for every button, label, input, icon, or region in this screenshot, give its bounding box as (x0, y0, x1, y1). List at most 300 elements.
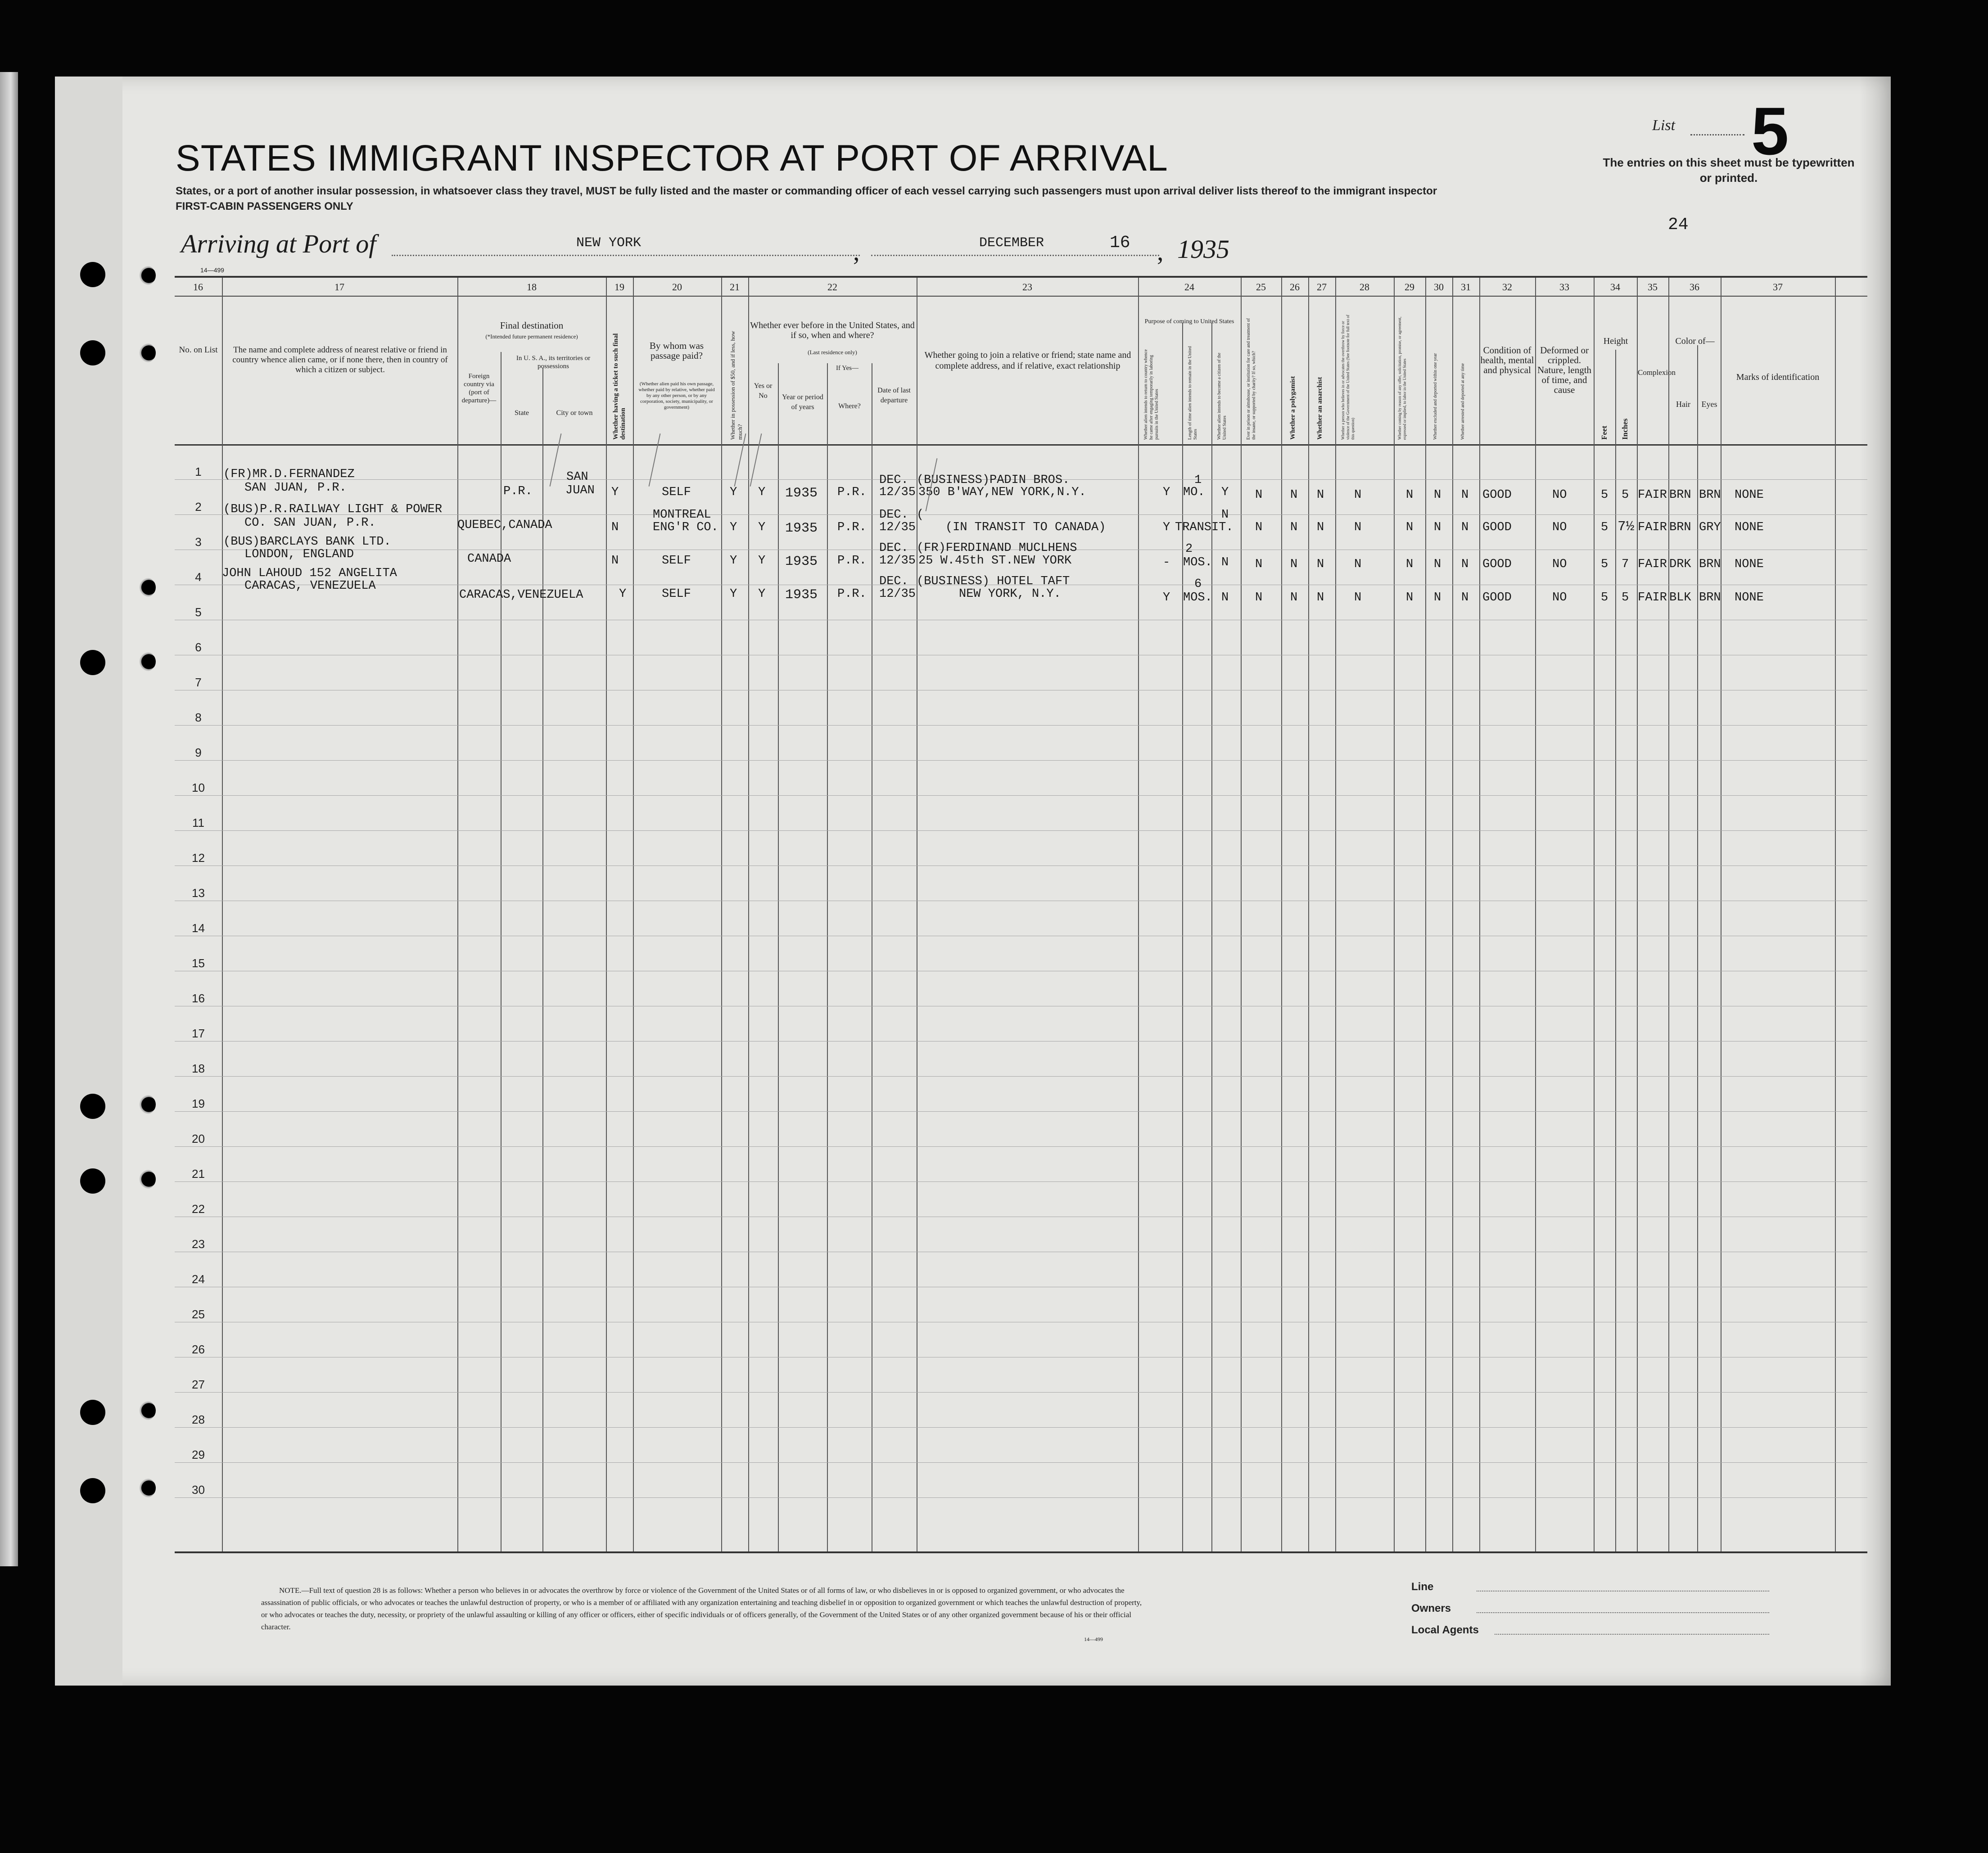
entry-health: GOOD (1482, 521, 1512, 534)
entry-date: 12/35 (879, 587, 916, 601)
entry-q30: N (1434, 521, 1441, 534)
entry-state: P.R. (503, 485, 533, 498)
col-33-header: Deformed or crippled. Nature, length of time, and cause (1537, 345, 1592, 395)
row-number: 19 (192, 1097, 205, 1110)
row-number: 25 (192, 1307, 205, 1321)
col-37-header: Marks of identification (1736, 372, 1820, 382)
entry-q31: N (1461, 521, 1469, 534)
column-divider (1668, 278, 1669, 1551)
col-19-header: Whether having a ticket to such final destination (612, 333, 627, 440)
entry-inches: 5 (1622, 591, 1629, 604)
entry-q26: N (1290, 591, 1298, 604)
entry-join: (BUSINESS)PADIN BROS. (917, 473, 1070, 487)
entry-date: DEC. (879, 508, 908, 522)
entry-deformed: NO (1552, 591, 1567, 604)
entry-date: 12/35 (879, 486, 916, 499)
entry-q31: N (1461, 558, 1469, 571)
entry-join: NEW YORK, N.Y. (959, 587, 1061, 601)
entry-q25: N (1255, 488, 1263, 502)
row-number: 27 (192, 1378, 205, 1391)
entry-relative: (FR)MR.D.FERNANDEZ (223, 468, 355, 481)
punch-hole (136, 652, 156, 672)
row-number: 8 (195, 711, 202, 724)
entry-hair: BLK (1669, 591, 1691, 604)
entry-join: (FR)FERDINAND MUCLHENS (917, 541, 1077, 555)
port-field-line (392, 255, 860, 256)
punch-hole (136, 1401, 156, 1420)
punch-hole (136, 1478, 156, 1498)
column-divider (222, 278, 223, 1551)
subtitle-line: States, or a port of another insular possession, in whatsoever class they travel, MUST be fully listed and the master or commanding officer of each vessel carrying such passengers must upon arrival deliver lists thereof to the immigrant inspector (176, 185, 1437, 197)
col-22-note: (Last residence only) (808, 349, 857, 356)
table-row (175, 725, 1867, 726)
entry-length: MOS. (1183, 591, 1212, 604)
line-field (1477, 1591, 1769, 1592)
row-number: 18 (192, 1062, 205, 1075)
row-number: 17 (192, 1027, 205, 1040)
column-number: 24 (1184, 281, 1194, 293)
entry-eyes: BRN (1699, 488, 1721, 502)
entry-complexion: FAIR (1638, 488, 1667, 502)
row-number: 20 (192, 1132, 205, 1145)
entry-city: JUAN (565, 484, 595, 497)
column-divider (721, 278, 722, 1551)
entry-q27: N (1317, 521, 1324, 534)
arriving-label: Arriving at Port of (181, 229, 376, 258)
entry-length: MOS. (1183, 556, 1212, 569)
column-divider (1452, 278, 1453, 1551)
punch-hole (136, 266, 156, 285)
entry-eyes: GRY (1699, 521, 1721, 534)
entry-return: Y (1163, 591, 1170, 604)
entry-year: 1935 (785, 486, 818, 501)
col-27-header: Whether an anarchist (1316, 377, 1324, 440)
column-number-rule (175, 296, 1867, 297)
footer-note: NOTE.—Full text of question 28 is as follows: Whether a person who believes in or advocates the overthrow by force or violence of the Government of the United States or of all forms of law, or who disbelieves in or is opposed to organized government, or who advocates the assassination of public officials, or who advocates or teaches the unlawful destruction of property, or who is a member of or affiliated with any organization entertaining and teaching disbelief in or opposition to organized government or which teaches the unlawful destruction of property, or who advocates or teaches the duty, necessity, or propriety of the unlawful assaulting or killing of any officer or officers, either of specific individuals or of officers generally, of the Government of the United States or of any other organized government because of his or their official character. (261, 1586, 1142, 1631)
table-row (175, 1497, 1867, 1498)
entry-where: P.R. (837, 554, 867, 568)
entry-health: GOOD (1482, 488, 1512, 502)
column-number: 30 (1434, 281, 1444, 293)
entry-q30: N (1434, 558, 1441, 571)
entry-money: Y (730, 486, 737, 499)
column-divider (606, 278, 607, 1551)
form-code: 14—499 (200, 266, 224, 274)
local-agents-label: Local Agents (1411, 1624, 1479, 1636)
row-number: 29 (192, 1448, 205, 1461)
col-20-header: By whom was passage paid? (649, 340, 704, 361)
column-divider (1308, 278, 1309, 1551)
column-divider (1615, 350, 1616, 1551)
entry-date: 12/35 (879, 554, 916, 568)
list-number: 5 (1751, 93, 1789, 169)
col-20-note: (Whether alien paid his own passage, whether paid by relative, whether paid by any other person, or by any corporation, society, municipality, or government) (638, 381, 715, 410)
col-34-inches: Inches (1621, 418, 1629, 440)
col-36-hair: Hair (1676, 400, 1690, 409)
line-label: Line (1411, 1581, 1434, 1593)
column-divider (1182, 323, 1183, 1551)
entry-deformed: NO (1552, 558, 1567, 571)
list-label: List (1652, 117, 1676, 134)
entry-return: Y (1163, 486, 1170, 499)
header-bottom-rule (175, 444, 1867, 446)
entry-paid-by: SELF (662, 554, 691, 568)
col-21-header: Whether in possession of $50, and if less, how much? (729, 331, 743, 440)
entry-q29: N (1406, 558, 1414, 571)
table-row (175, 1427, 1867, 1428)
entry-return: - (1163, 556, 1170, 569)
entry-join: (IN TRANSIT TO CANADA) (945, 521, 1106, 534)
table-row (175, 760, 1867, 761)
table-row (175, 1462, 1867, 1463)
row-number: 5 (195, 605, 202, 619)
col-36-eyes: Eyes (1701, 400, 1717, 409)
punch-hole (136, 1169, 156, 1189)
entry-hair: DRK (1669, 558, 1691, 571)
column-divider (1241, 278, 1242, 1551)
column-number: 36 (1690, 281, 1699, 293)
entry-foreign-port: CARACAS,VENEZUELA (459, 588, 583, 602)
row-number: 13 (192, 886, 205, 900)
entry-relative: (BUS)P.R.RAILWAY LIGHT & POWER (223, 503, 443, 516)
entry-where: P.R. (837, 486, 867, 499)
punch-hole (80, 1094, 105, 1119)
col-29-header: Whether coming by reason of any offer, solicitation, promise, or agreement, expressed or implied, to labor in the United States (1397, 316, 1407, 440)
row-number: 21 (192, 1167, 205, 1181)
port-value: NEW YORK (576, 235, 642, 251)
entry-join: 25 W.45th ST.NEW YORK (918, 554, 1072, 568)
entry-year: 1935 (785, 521, 818, 536)
entry-feet: 5 (1601, 591, 1608, 604)
entry-complexion: FAIR (1638, 521, 1667, 534)
entry-length: TRANSIT. (1175, 521, 1233, 534)
table-row (175, 1111, 1867, 1112)
row-number: 15 (192, 956, 205, 970)
column-divider (1335, 278, 1336, 1551)
col-31-header: Whether arrested and deported at any time (1460, 363, 1465, 440)
column-divider (457, 278, 458, 1551)
entry-q31: N (1461, 488, 1469, 502)
column-divider (778, 363, 779, 1551)
entry-join: ( (917, 508, 924, 522)
col-25-header: Ever in prison or almshouse, or institution for care and treatment of the insane, or supported by charity? If so, which? (1246, 318, 1256, 440)
row-number: 2 (195, 500, 202, 514)
month-value: DECEMBER (979, 235, 1044, 251)
entry-before: Y (758, 486, 766, 499)
local-agents-field (1495, 1634, 1769, 1635)
entry-money: Y (730, 554, 737, 568)
column-divider (1211, 323, 1212, 1551)
col-18-header: Final destination (500, 320, 564, 331)
col-22-where: Where? (838, 402, 861, 410)
adjacent-page-edge (0, 72, 18, 1566)
entry-inches: 7 (1622, 558, 1629, 571)
separator: , (1157, 237, 1164, 266)
entry-inches: 7½ (1618, 519, 1635, 535)
column-number: 22 (827, 281, 837, 293)
pen-mark (734, 433, 746, 487)
entry-q29: N (1406, 488, 1414, 502)
entry-relative: (BUS)BARCLAYS BANK LTD. (223, 535, 391, 549)
entry-q31: N (1461, 591, 1469, 604)
entry-q28: N (1354, 521, 1362, 534)
owners-label: Owners (1411, 1602, 1451, 1614)
entry-q28: N (1354, 558, 1362, 571)
entry-q29: N (1406, 591, 1414, 604)
table-row (175, 1181, 1867, 1182)
day-value: 16 (1110, 233, 1130, 252)
col-22-date: Date of last departure (877, 387, 911, 404)
entry-deformed: NO (1552, 488, 1567, 502)
col-28-header: Whether a person who believes in or advocates the overthrow by force or violence of the Government of the United States (See footnote for full text of this question) (1341, 315, 1355, 440)
punch-hole (80, 1168, 105, 1194)
entry-paid-by: MONTREAL (653, 508, 711, 522)
entry-eyes: BRN (1699, 558, 1721, 571)
row-number: 3 (195, 535, 202, 549)
col-24a-header: Whether alien intends to return to country whence he came after engaging temporarily in laboring pursuits in the United States (1143, 349, 1159, 440)
entry-money: Y (730, 521, 737, 534)
entry-ticket: N (611, 554, 619, 568)
column-divider (1425, 278, 1426, 1551)
column-divider (1479, 278, 1480, 1551)
entry-relative-address: CO. SAN JUAN, P.R. (244, 516, 376, 530)
row-number: 26 (192, 1343, 205, 1356)
entry-q28: N (1354, 591, 1362, 604)
col-34-feet: Feet (1600, 425, 1608, 440)
column-divider (1138, 278, 1139, 1551)
table-row (175, 830, 1867, 831)
column-number: 21 (730, 281, 740, 293)
page-title: STATES IMMIGRANT INSPECTOR AT PORT OF ARRIVAL (176, 138, 1168, 179)
col-22-year: Year or period of years (782, 393, 823, 411)
column-divider (633, 278, 634, 1551)
col-22-ifyes: If Yes— (836, 365, 858, 372)
separator: , (853, 237, 860, 266)
entry-date: DEC. (879, 541, 908, 555)
entry-before: Y (758, 587, 766, 601)
column-divider (1835, 278, 1836, 1551)
entry-health: GOOD (1482, 591, 1512, 604)
col-23-header: Whether going to join a relative or friend; state name and complete address, and if relative, exact relationship (924, 350, 1131, 371)
punch-hole (80, 650, 105, 675)
entry-health: GOOD (1482, 558, 1512, 571)
entry-q29: N (1406, 521, 1414, 534)
entry-citizen: N (1221, 556, 1229, 569)
column-number: 28 (1360, 281, 1369, 293)
entry-eyes: BRN (1699, 591, 1721, 604)
entry-inches: 5 (1622, 488, 1629, 502)
punch-hole (136, 1095, 156, 1114)
entry-date: DEC. (879, 473, 908, 487)
column-number: 32 (1502, 281, 1512, 293)
list-instruction: The entries on this sheet must be typewritten or printed. (1603, 156, 1855, 185)
entry-q27: N (1317, 591, 1324, 604)
column-number: 35 (1648, 281, 1658, 293)
entry-q27: N (1317, 488, 1324, 502)
punch-hole (136, 577, 156, 597)
entry-q26: N (1290, 521, 1298, 534)
col-36-header: Color of— (1675, 336, 1715, 346)
column-number: 34 (1610, 281, 1620, 293)
entry-foreign-port: CANADA (467, 552, 511, 566)
row-number: 11 (192, 816, 204, 830)
column-number: 27 (1317, 281, 1327, 293)
entry-citizen: Y (1221, 486, 1229, 499)
row-number: 10 (192, 781, 205, 794)
table-row (175, 1392, 1867, 1393)
entry-before: Y (758, 554, 766, 568)
binding-margin (55, 77, 122, 1686)
col-32-header: Condition of health, mental and physical (1480, 345, 1534, 375)
footer-form-code: 14—499 (1084, 1636, 1103, 1642)
col-35-header: Complexion (1638, 368, 1676, 377)
punch-hole (80, 262, 105, 287)
entry-deformed: NO (1552, 521, 1567, 534)
entry-complexion: FAIR (1638, 591, 1667, 604)
entry-relative-address: LONDON, ENGLAND (244, 548, 354, 561)
column-divider (1394, 278, 1395, 1551)
column-number: 33 (1559, 281, 1569, 293)
entry-ticket: Y (611, 486, 619, 499)
column-number: 20 (672, 281, 682, 293)
entry-feet: 5 (1601, 558, 1608, 571)
column-divider (1535, 278, 1536, 1551)
owners-field (1477, 1612, 1769, 1613)
col-16-header: No. on List (179, 345, 218, 355)
row-number: 22 (192, 1202, 205, 1216)
row-number: 16 (192, 992, 205, 1005)
entry-complexion: FAIR (1638, 558, 1667, 571)
entry-marks: NONE (1735, 488, 1764, 502)
col-18-note: (*Intended future permanent residence) (485, 333, 578, 340)
row-number: 9 (195, 746, 202, 759)
entry-paid-by: ENG'R CO. (653, 521, 718, 534)
column-divider (1697, 345, 1698, 1551)
entry-marks: NONE (1735, 558, 1764, 571)
column-divider (748, 278, 749, 1551)
column-number: 18 (527, 281, 537, 293)
entry-hair: BRN (1669, 488, 1691, 502)
year-value: 1935 (1177, 234, 1229, 264)
entry-ticket: Y (619, 587, 627, 601)
col-30-header: Whether excluded and deported within one year (1433, 353, 1438, 440)
column-number: 25 (1256, 281, 1266, 293)
entry-join: 350 B'WAY,NEW YORK,N.Y. (918, 486, 1086, 499)
entry-length: 1 (1194, 473, 1202, 487)
entry-date: DEC. (879, 575, 908, 588)
date-field-line (871, 255, 1159, 256)
column-divider (827, 363, 828, 1551)
row-number: 1 (195, 465, 202, 478)
entry-q27: N (1317, 558, 1324, 571)
entry-return: Y (1163, 521, 1170, 534)
entry-length: MO. (1183, 486, 1205, 499)
row-number: 4 (195, 570, 202, 584)
entry-relative-address: CARACAS, VENEZUELA (244, 579, 376, 593)
row-number: 14 (192, 921, 205, 935)
entry-date: 12/35 (879, 521, 916, 534)
entry-ticket: N (611, 521, 619, 534)
col-34-header: Height (1603, 336, 1628, 346)
entry-q30: N (1434, 591, 1441, 604)
entry-feet: 5 (1601, 488, 1608, 502)
col-18-city: City or town (556, 409, 593, 417)
column-number: 16 (193, 281, 203, 293)
col-22-yesno: Yes or No (754, 382, 773, 400)
row-number: 30 (192, 1483, 205, 1497)
entry-city: SAN (566, 470, 588, 484)
punch-hole (80, 1478, 105, 1503)
table-row (175, 1146, 1867, 1147)
col-22-header: Whether ever before in the United States, and if so, when and where? (750, 320, 915, 340)
col-17-header: The name and complete address of nearest relative or friend in country whence alien came, or if none there, then in country of which a citizen or subject. (232, 345, 448, 374)
entry-year: 1935 (785, 587, 818, 603)
col-18-state: State (515, 409, 529, 417)
entry-year: 1935 (785, 554, 818, 569)
entry-relative: JOHN LAHOUD 152 ANGELITA (222, 567, 397, 580)
entry-where: P.R. (837, 587, 867, 601)
entry-length: 6 (1194, 577, 1202, 591)
subtitle-class: FIRST-CABIN PASSENGERS ONLY (176, 200, 353, 212)
row-number: 6 (195, 640, 202, 654)
pen-mark (649, 433, 661, 487)
entry-hair: BRN (1669, 521, 1691, 534)
column-divider (1637, 278, 1638, 1551)
entry-foreign-port: QUEBEC,CANADA (457, 518, 552, 532)
row-number: 23 (192, 1237, 205, 1251)
col-24c-header: Whether alien intends to become a citizen of the United States (1217, 352, 1227, 440)
row-number: 28 (192, 1413, 205, 1426)
entry-length: 2 (1185, 542, 1193, 556)
column-number: 26 (1290, 281, 1300, 293)
row-number: 7 (195, 676, 202, 689)
list-dotted-line (1690, 134, 1744, 135)
col-18-foreign: Foreign country via (port of departure)— (461, 373, 497, 404)
entry-relative-address: SAN JUAN, P.R. (244, 481, 347, 495)
column-number: 31 (1461, 281, 1471, 293)
entry-before: Y (758, 521, 766, 534)
column-number: 23 (1022, 281, 1032, 293)
column-number: 37 (1773, 281, 1783, 293)
row-number: 24 (192, 1272, 205, 1286)
punch-hole (80, 1400, 105, 1425)
entry-paid-by: SELF (662, 486, 691, 499)
entry-q25: N (1255, 558, 1263, 571)
table-row (175, 1076, 1867, 1077)
entry-marks: NONE (1735, 591, 1764, 604)
col-26-header: Whether a polygamist (1289, 376, 1297, 440)
column-number: 17 (334, 281, 344, 293)
punch-hole (80, 340, 105, 365)
entry-q26: N (1290, 488, 1298, 502)
column-number: 29 (1405, 281, 1414, 293)
pen-mark (550, 433, 562, 487)
column-divider (1594, 278, 1595, 1551)
entry-paid-by: SELF (662, 587, 691, 601)
pen-mark (750, 433, 762, 487)
entry-marks: NONE (1735, 521, 1764, 534)
row-number: 12 (192, 851, 205, 865)
entry-q25: N (1255, 521, 1263, 534)
manifest-table (175, 276, 1867, 1553)
subtitle (176, 184, 1526, 214)
entry-citizen: N (1221, 508, 1229, 522)
entry-join: (BUSINESS) HOTEL TAFT (917, 575, 1070, 588)
col-24b-header: Length of time alien intends to remain in the United States (1188, 346, 1198, 440)
entry-citizen: N (1221, 591, 1229, 604)
entry-money: Y (730, 587, 737, 601)
col-24-header: Purpose of coming to United States (1144, 318, 1234, 325)
